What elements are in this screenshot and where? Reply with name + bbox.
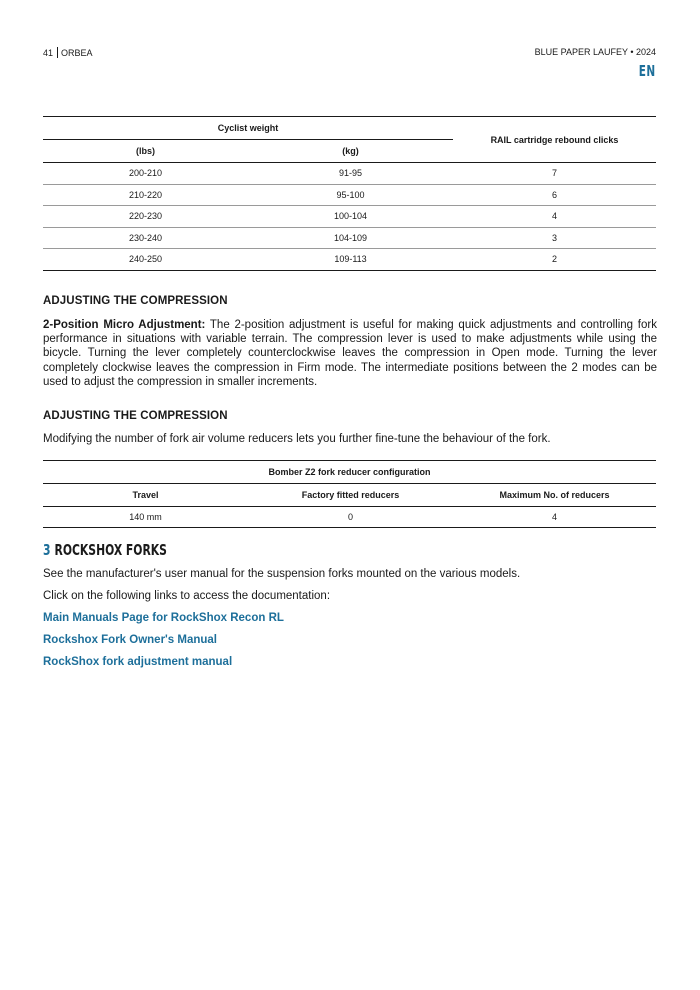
clicks-cell: 4 bbox=[453, 206, 656, 228]
lbs-header: (lbs) bbox=[43, 140, 248, 163]
chapter-title: ROCKSHOX FORKS bbox=[54, 541, 167, 559]
header-divider bbox=[57, 47, 58, 58]
factory-reducers-header: Factory fitted reducers bbox=[248, 484, 453, 507]
page-number: 41 bbox=[43, 47, 54, 58]
reducer-paragraph: Modifying the number of fork air volume reducers lets you further fine-tune the behaviour of the fork. bbox=[43, 433, 551, 445]
travel-cell: 140 mm bbox=[43, 507, 248, 528]
clicks-cell: 2 bbox=[453, 249, 656, 271]
compression-body: The 2-position adjustment is useful for making quick adjustments and controlling fork performance in situations with variable terrain. The compression lever is used to make adjustments while using the bicycle. Turning the lever completely counterclockwise leaves the compression in Open mode. Turning the lever completely clockwise leaves the compression in Firm mode. The intermediate positions between the 2 modes can be used to adjust the compression in smaller increments. bbox=[43, 319, 657, 388]
link-fork-owners-manual[interactable]: Rockshox Fork Owner's Manual bbox=[43, 634, 217, 646]
rockshox-chapter-heading bbox=[43, 541, 167, 559]
compression-paragraph bbox=[43, 318, 657, 389]
header-left bbox=[43, 47, 93, 58]
rockshox-intro: See the manufacturer's user manual for the suspension forks mounted on the various models. bbox=[43, 568, 521, 580]
max-cell: 4 bbox=[453, 507, 656, 528]
reducer-table-title: Bomber Z2 fork reducer configuration bbox=[43, 461, 656, 484]
compression-lead: 2-Position Micro Adjustment: bbox=[43, 319, 206, 331]
max-reducers-header: Maximum No. of reducers bbox=[453, 484, 656, 507]
language-badge: EN bbox=[639, 62, 656, 80]
lbs-cell: 220-230 bbox=[43, 206, 248, 228]
table-row bbox=[43, 163, 656, 185]
compression-heading: ADJUSTING THE COMPRESSION bbox=[43, 295, 228, 307]
kg-header: (kg) bbox=[248, 140, 453, 163]
link-fork-adjustment-manual[interactable]: RockShox fork adjustment manual bbox=[43, 656, 233, 668]
kg-cell: 104-109 bbox=[248, 227, 453, 249]
table-row bbox=[43, 249, 656, 271]
kg-cell: 91-95 bbox=[248, 163, 453, 185]
factory-cell: 0 bbox=[248, 507, 453, 528]
table-row bbox=[43, 206, 656, 228]
kg-cell: 109-113 bbox=[248, 249, 453, 271]
lbs-cell: 230-240 bbox=[43, 227, 248, 249]
lbs-cell: 240-250 bbox=[43, 249, 248, 271]
cyclist-weight-header: Cyclist weight bbox=[217, 123, 279, 133]
clicks-cell: 7 bbox=[453, 163, 656, 185]
publication-title: BLUE PAPER LAUFEY • 2024 bbox=[534, 47, 656, 57]
brand-name: ORBEA bbox=[61, 47, 93, 58]
rebound-clicks-header: RAIL cartridge rebound clicks bbox=[490, 134, 619, 145]
table-row bbox=[43, 184, 656, 206]
kg-cell: 95-100 bbox=[248, 184, 453, 206]
rebound-table bbox=[43, 116, 656, 271]
links-intro: Click on the following links to access the documentation: bbox=[43, 590, 331, 602]
travel-header: Travel bbox=[43, 484, 248, 507]
table-row bbox=[43, 227, 656, 249]
lbs-cell: 200-210 bbox=[43, 163, 248, 185]
link-recon-rl-manuals[interactable]: Main Manuals Page for RockShox Recon RL bbox=[43, 612, 284, 624]
table-row bbox=[43, 507, 656, 528]
reducer-table bbox=[43, 460, 656, 528]
chapter-number: 3 bbox=[43, 541, 51, 559]
clicks-cell: 6 bbox=[453, 184, 656, 206]
kg-cell: 100-104 bbox=[248, 206, 453, 228]
reducer-heading: ADJUSTING THE COMPRESSION bbox=[43, 410, 228, 422]
page-header bbox=[43, 47, 656, 61]
clicks-cell: 3 bbox=[453, 227, 656, 249]
lbs-cell: 210-220 bbox=[43, 184, 248, 206]
